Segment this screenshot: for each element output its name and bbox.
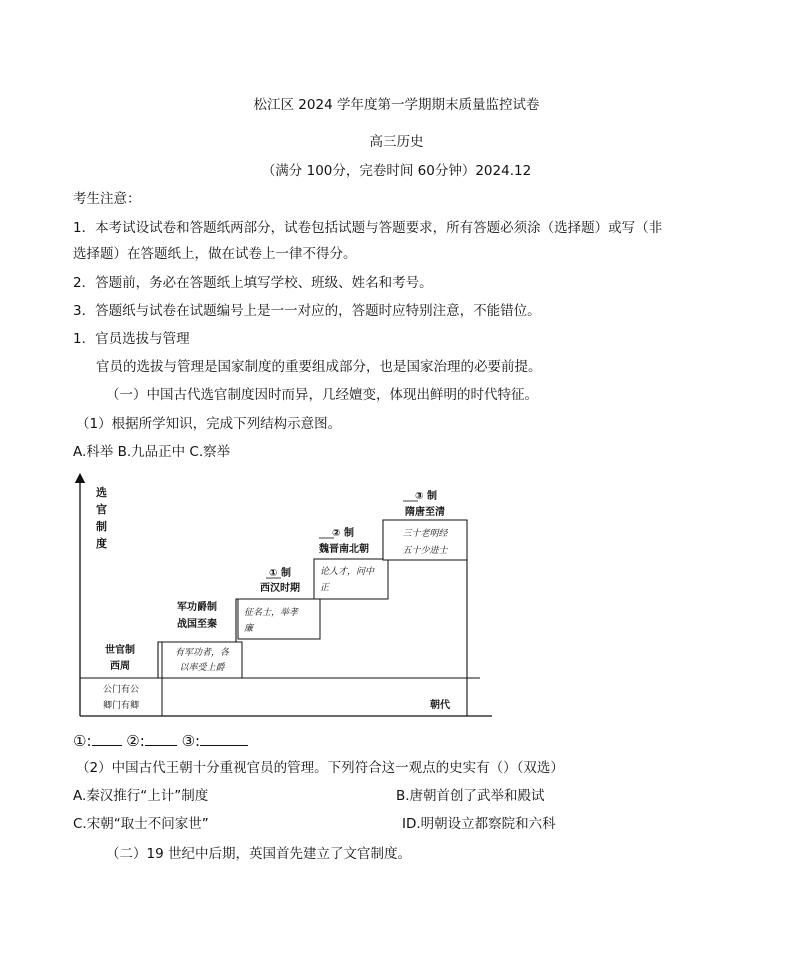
y-axis-char: 选 bbox=[96, 486, 107, 499]
answer-blank-3[interactable] bbox=[200, 731, 248, 746]
answer-label-3: ③: bbox=[181, 732, 201, 750]
x-axis-label: 朝代 bbox=[430, 700, 450, 711]
notice-item: 选择题）在答题纸上，做在试卷上一律不得分。 bbox=[73, 246, 357, 262]
step-desc: 廉 bbox=[244, 624, 254, 634]
y-axis-char: 官 bbox=[96, 503, 107, 516]
choice-b: B.唐朝首创了武举和殿试 bbox=[396, 788, 545, 804]
base-text: 卿门有卿 bbox=[102, 701, 140, 711]
sub-question-2: （2）中国古代王朝十分重视官员的管理。下列符合这一观点的史实有（）（双选） bbox=[76, 760, 564, 776]
step-period-label: 隋唐至清 bbox=[405, 507, 445, 518]
y-axis-char: 度 bbox=[96, 537, 107, 550]
exam-title: 松江区 2024 学年度第一学期期末质量监控试卷 bbox=[253, 97, 540, 113]
question-title: 1．官员选拔与管理 bbox=[73, 331, 190, 347]
step-system-label: ② 制 bbox=[332, 528, 354, 539]
notice-item: 3．答题纸与试卷在试题编号上是一一对应的，答题时应特别注意，不能错位。 bbox=[73, 303, 541, 319]
answer-blank-2[interactable] bbox=[145, 731, 177, 746]
choice-a: A.秦汉推行“上计”制度 bbox=[73, 788, 209, 804]
step-desc: 论人才，问中 bbox=[320, 567, 375, 577]
step-period-label: 西周 bbox=[110, 661, 130, 672]
step-desc-box bbox=[314, 559, 388, 599]
subject-title: 高三历史 bbox=[369, 134, 424, 150]
notice-item: 2．答题前，务必在答题纸上填写学校、班级、姓名和考号。 bbox=[73, 275, 433, 291]
sub-question-1: （1）根据所学知识，完成下列结构示意图。 bbox=[76, 416, 342, 432]
question-intro: 官员的选拔与管理是国家制度的重要组成部分，也是国家治理的必要前提。 bbox=[96, 359, 542, 375]
y-axis-char: 制 bbox=[96, 520, 107, 533]
step-system-label: ③ 制 bbox=[415, 491, 437, 502]
answer-label-1: ①: bbox=[73, 732, 92, 750]
part-one-heading: （一）中国古代选官制度因时而异，几经嬗变，体现出鲜明的时代特征。 bbox=[106, 387, 538, 403]
part-two-heading: （二）19 世纪中后期，英国首先建立了文官制度。 bbox=[106, 846, 411, 862]
selection-system-diagram bbox=[70, 470, 500, 720]
step-period-label: 战国至秦 bbox=[177, 619, 217, 630]
answer-label-2: ②: bbox=[126, 732, 145, 750]
step-period-label: 西汉时期 bbox=[260, 583, 300, 594]
step-system-label: ① 制 bbox=[269, 568, 291, 579]
answer-blanks bbox=[73, 731, 248, 751]
step-desc: 三十老明经 bbox=[402, 529, 448, 539]
option-list: A.科举 B.九品正中 C.察举 bbox=[73, 444, 231, 460]
notice-heading: 考生注意： bbox=[73, 191, 141, 207]
step-system-label: 军功爵制 bbox=[177, 602, 217, 613]
step-desc: 有军功者，各 bbox=[174, 648, 230, 658]
step-desc: 征名士，举孝 bbox=[244, 608, 299, 618]
step-desc: 以率受上爵 bbox=[179, 663, 225, 673]
notice-item: 1．本考试设试卷和答题纸两部分，试卷包括试题与答题要求，所有答题必须涂（选择题）或写（非 bbox=[73, 220, 663, 236]
step-system-label: 世官制 bbox=[105, 645, 135, 656]
choice-c: C.宋朝“取士不问家世” bbox=[73, 816, 209, 832]
step-desc: 五十少进士 bbox=[402, 546, 448, 556]
choice-d: ID.明朝设立都察院和六科 bbox=[402, 816, 556, 832]
base-text: 公门有公 bbox=[102, 685, 140, 695]
exam-info: （满分 100分，完卷时间 60分钟）2024.12 bbox=[261, 163, 532, 179]
step-desc: 正 bbox=[320, 583, 330, 593]
answer-blank-1[interactable] bbox=[92, 731, 122, 746]
step-period-label: 魏晋南北朝 bbox=[319, 544, 369, 555]
